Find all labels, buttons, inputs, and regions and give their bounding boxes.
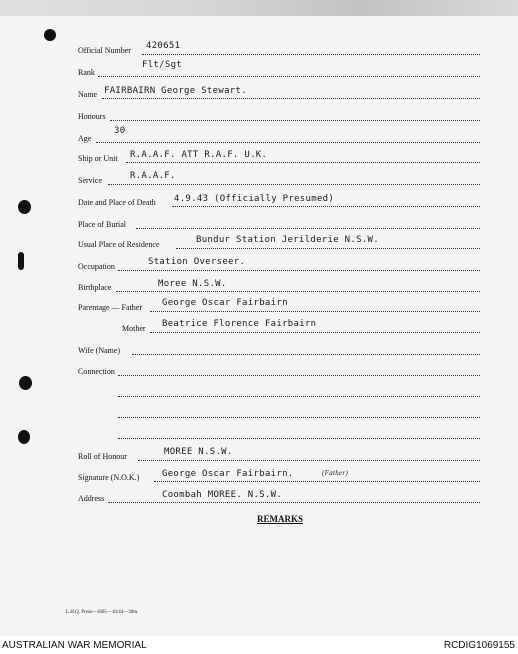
signature-label: Signature (N.O.K.) xyxy=(78,473,140,482)
honours-label: Honours xyxy=(78,112,106,121)
service-value: R.A.A.F. xyxy=(130,171,176,181)
age-value: 30 xyxy=(114,126,126,136)
printer-line: L.H.Q. Press—1605—10/44—30m. xyxy=(66,610,139,615)
parentage-father-label: Parentage — Father xyxy=(78,303,142,312)
punch-hole xyxy=(18,252,24,270)
ship-or-unit-value: R.A.A.F. ATT R.A.F. U.K. xyxy=(130,150,268,160)
address-label: Address xyxy=(78,494,105,503)
address-value: Coombah MOREE. N.S.W. xyxy=(162,490,283,500)
scan-edge xyxy=(0,0,518,16)
official-number-value: 420651 xyxy=(146,41,181,51)
official-number-label: Official Number xyxy=(78,46,131,55)
mother-value: Beatrice Florence Fairbairn xyxy=(162,319,317,329)
name-value: FAIRBAIRN George Stewart. xyxy=(104,86,247,96)
signature-value: George Oscar Fairbairn. xyxy=(162,469,294,479)
age-label: Age xyxy=(78,134,92,143)
usual-residence-label: Usual Place of Residence xyxy=(78,240,160,249)
name-label: Name xyxy=(78,90,98,99)
mother-label: Mother xyxy=(122,324,146,333)
connection-label: Connection xyxy=(78,367,115,376)
date-place-death-label: Date and Place of Death xyxy=(78,198,156,207)
signature-note: (Father) xyxy=(322,469,349,477)
footer-id: RCDIG1069155 xyxy=(443,640,515,651)
rank-value: Flt/Sgt xyxy=(142,60,183,70)
roll-of-honour-label: Roll of Honour xyxy=(78,452,127,461)
footer-source: AUSTRALIAN WAR MEMORIAL xyxy=(2,640,147,651)
parentage-father-value: George Oscar Fairbairn xyxy=(162,298,288,308)
occupation-label: Occupation xyxy=(78,262,115,271)
roll-of-honour-value: MOREE N.S.W. xyxy=(164,447,233,457)
archive-footer xyxy=(0,636,518,654)
rank-label: Rank xyxy=(78,68,95,77)
punch-hole xyxy=(18,430,30,444)
usual-residence-value: Bundur Station Jerilderie N.S.W. xyxy=(196,235,379,245)
service-label: Service xyxy=(78,176,102,185)
ship-or-unit-label: Ship or Unit xyxy=(78,154,118,163)
birthplace-label: Birthplace xyxy=(78,283,112,292)
wife-label: Wife (Name) xyxy=(78,346,121,355)
date-place-death-value: 4.9.43 (Officially Presumed) xyxy=(174,194,335,204)
birthplace-value: Moree N.S.W. xyxy=(158,279,227,289)
punch-hole xyxy=(44,29,56,41)
occupation-value: Station Overseer. xyxy=(148,257,246,267)
punch-hole xyxy=(18,200,31,214)
remarks-heading: REMARKS xyxy=(257,514,304,524)
punch-hole xyxy=(19,376,32,390)
place-of-burial-label: Place of Burial xyxy=(78,220,126,229)
